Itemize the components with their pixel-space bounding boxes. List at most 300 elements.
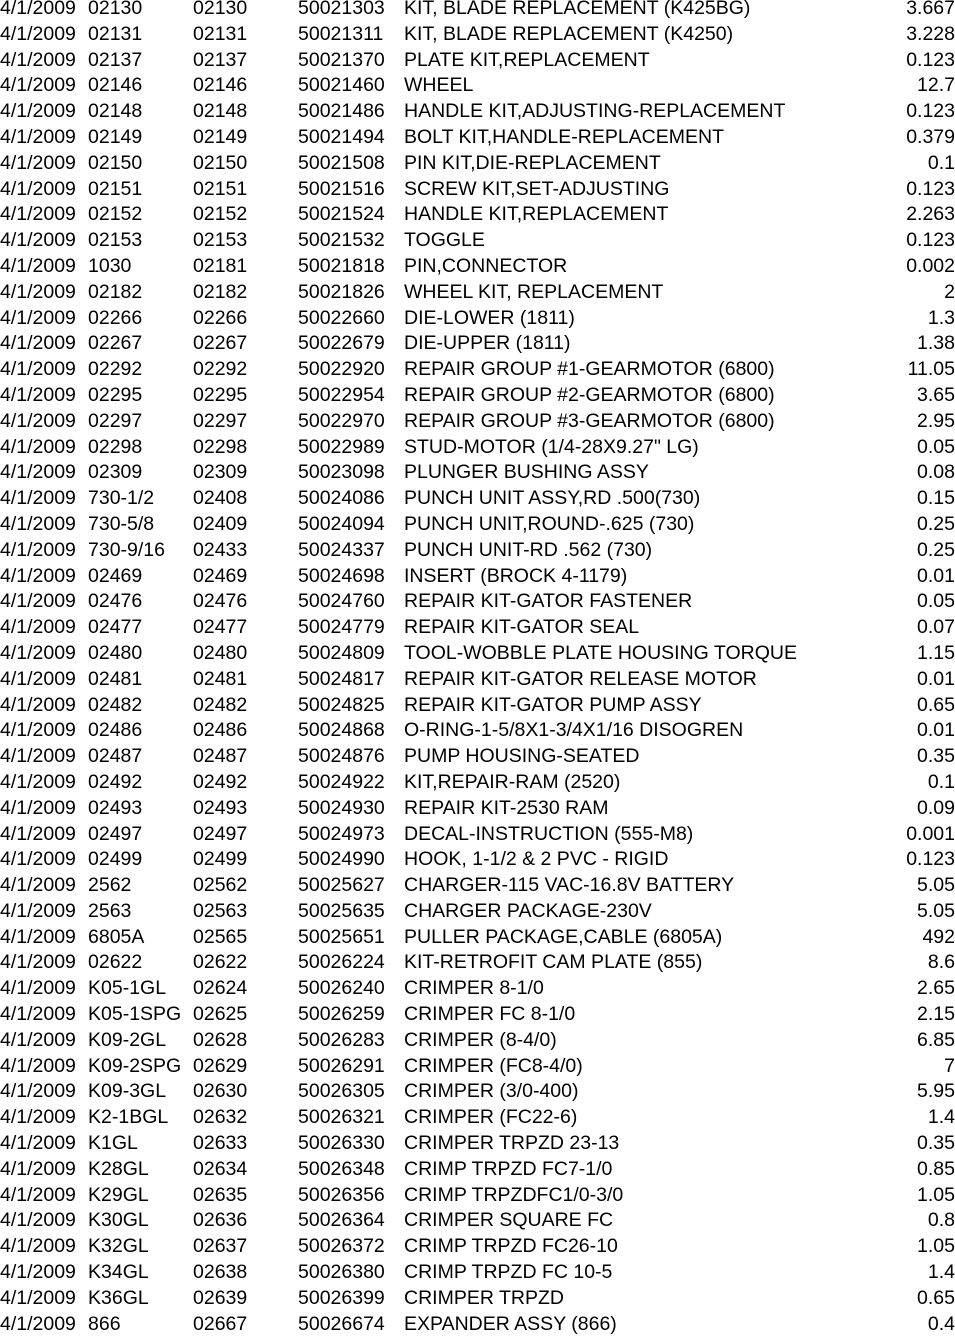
- row-date: 4/1/2009: [0, 229, 76, 252]
- row-item-number: 02137: [88, 48, 143, 71]
- row-item-number: 02497: [88, 822, 143, 845]
- row-part-number: 50026348: [298, 1157, 385, 1180]
- row-part-number: 50024760: [298, 590, 385, 613]
- row-item-number: 02622: [88, 951, 143, 974]
- row-description: CRIMP TRPZDFC1/0-3/0: [404, 1183, 624, 1206]
- row-description: REPAIR KIT-GATOR FASTENER: [404, 590, 693, 613]
- row-date: 4/1/2009: [0, 22, 76, 45]
- table-row: [0, 1312, 955, 1337]
- row-item-number: 02297: [88, 409, 143, 432]
- row-date: 4/1/2009: [0, 1132, 76, 1155]
- row-code: 02153: [193, 229, 248, 252]
- row-value: 7: [944, 1054, 955, 1077]
- row-code: 02408: [193, 487, 248, 510]
- row-item-number: 866: [88, 1312, 121, 1335]
- table-row: [0, 202, 955, 228]
- row-description: PUNCH UNIT-RD .562 (730): [404, 538, 653, 561]
- row-code: 02480: [193, 641, 248, 664]
- row-date: 4/1/2009: [0, 616, 76, 639]
- row-description: REPAIR GROUP #2-GEARMOTOR (6800): [404, 383, 775, 406]
- table-row: [0, 1105, 955, 1131]
- row-date: 4/1/2009: [0, 177, 76, 200]
- row-value: 5.05: [917, 874, 955, 897]
- row-item-number: 02492: [88, 770, 143, 793]
- row-item-number: 02149: [88, 125, 143, 148]
- row-part-number: 50026330: [298, 1132, 385, 1155]
- row-description: CRIMPER TRPZD 23-13: [404, 1132, 620, 1155]
- row-description: PLUNGER BUSHING ASSY: [404, 461, 649, 484]
- row-value: 2.15: [917, 1003, 955, 1026]
- row-date: 4/1/2009: [0, 874, 76, 897]
- row-item-number: 02469: [88, 564, 143, 587]
- row-part-number: 50024868: [298, 719, 385, 742]
- row-description: HANDLE KIT,ADJUSTING-REPLACEMENT: [404, 100, 786, 123]
- row-value: 1.05: [917, 1235, 955, 1258]
- row-date: 4/1/2009: [0, 1209, 76, 1232]
- row-part-number: 50021303: [298, 0, 385, 19]
- row-item-number: 02298: [88, 435, 143, 458]
- row-description: DIE-LOWER (1811): [404, 306, 575, 329]
- row-description: PUNCH UNIT ASSY,RD .500(730): [404, 487, 701, 510]
- row-code: 02309: [193, 461, 248, 484]
- row-item-number: 02151: [88, 177, 143, 200]
- table-row: [0, 177, 955, 203]
- row-description: TOGGLE: [404, 229, 485, 252]
- row-date: 4/1/2009: [0, 1003, 76, 1026]
- row-date: 4/1/2009: [0, 925, 76, 948]
- table-row: [0, 796, 955, 822]
- row-item-number: 02481: [88, 667, 143, 690]
- row-code: 02630: [193, 1080, 248, 1103]
- row-value: 0.65: [917, 1286, 955, 1309]
- table-row: [0, 22, 955, 48]
- row-description: CRIMPER (FC8-4/0): [404, 1054, 583, 1077]
- row-description: CRIMPER 8-1/0: [404, 977, 544, 1000]
- row-date: 4/1/2009: [0, 487, 76, 510]
- row-item-number: 02295: [88, 383, 143, 406]
- row-item-number: 02493: [88, 796, 143, 819]
- row-description: HOOK, 1-1/2 & 2 PVC - RIGID: [404, 848, 669, 871]
- row-part-number: 50021370: [298, 48, 385, 71]
- row-part-number: 50024809: [298, 641, 385, 664]
- row-part-number: 50025627: [298, 874, 385, 897]
- row-part-number: 50024876: [298, 745, 385, 768]
- row-date: 4/1/2009: [0, 254, 76, 277]
- row-description: O-RING-1-5/8X1-3/4X1/16 DISOGREN: [404, 719, 744, 742]
- row-part-number: 50023098: [298, 461, 385, 484]
- row-date: 4/1/2009: [0, 1261, 76, 1284]
- table-row: [0, 873, 955, 899]
- row-item-number: 02267: [88, 332, 143, 355]
- row-date: 4/1/2009: [0, 435, 76, 458]
- row-description: BOLT KIT,HANDLE-REPLACEMENT: [404, 125, 725, 148]
- row-code: 02635: [193, 1183, 248, 1206]
- row-item-number: 730-5/8: [88, 512, 155, 535]
- row-description: TOOL-WOBBLE PLATE HOUSING TORQUE: [404, 641, 797, 664]
- row-item-number: K05-1GL: [88, 977, 167, 1000]
- table-row: [0, 0, 955, 22]
- table-row: [0, 435, 955, 461]
- row-part-number: 50026364: [298, 1209, 385, 1232]
- row-value: 1.15: [917, 641, 955, 664]
- row-description: HANDLE KIT,REPLACEMENT: [404, 203, 669, 226]
- row-code: 02266: [193, 306, 248, 329]
- table-row: [0, 538, 955, 564]
- row-description: REPAIR GROUP #1-GEARMOTOR (6800): [404, 358, 775, 381]
- row-part-number: 50022920: [298, 358, 385, 381]
- row-code: 02297: [193, 409, 248, 432]
- row-date: 4/1/2009: [0, 74, 76, 97]
- row-date: 4/1/2009: [0, 203, 76, 226]
- row-code: 02625: [193, 1003, 248, 1026]
- row-item-number: 02266: [88, 306, 143, 329]
- row-item-number: 02153: [88, 229, 143, 252]
- row-code: 02632: [193, 1106, 248, 1129]
- table-row: [0, 641, 955, 667]
- row-description: CRIMPER SQUARE FC: [404, 1209, 614, 1232]
- row-item-number: 02146: [88, 74, 143, 97]
- row-date: 4/1/2009: [0, 1286, 76, 1309]
- row-part-number: 50021494: [298, 125, 385, 148]
- table-row: [0, 99, 955, 125]
- row-description: KIT, BLADE REPLACEMENT (K425BG): [404, 0, 751, 19]
- table-row: [0, 1208, 955, 1234]
- row-part-number: 50026674: [298, 1312, 385, 1335]
- table-row: [0, 460, 955, 486]
- table-row: [0, 1183, 955, 1209]
- row-code: 02563: [193, 899, 248, 922]
- row-part-number: 50021311: [298, 22, 384, 45]
- row-item-number: 02309: [88, 461, 143, 484]
- row-part-number: 50026240: [298, 977, 385, 1000]
- row-value: 0.05: [917, 590, 955, 613]
- row-part-number: 50026283: [298, 1028, 385, 1051]
- row-description: CRIMPER (8-4/0): [404, 1028, 557, 1051]
- row-date: 4/1/2009: [0, 461, 76, 484]
- row-date: 4/1/2009: [0, 641, 76, 664]
- row-value: 0.123: [906, 48, 955, 71]
- row-date: 4/1/2009: [0, 796, 76, 819]
- row-date: 4/1/2009: [0, 0, 76, 19]
- row-code: 02181: [193, 254, 248, 277]
- row-description: CRIMP TRPZD FC26-10: [404, 1235, 618, 1258]
- row-value: 3.228: [906, 22, 955, 45]
- row-description: CRIMP TRPZD FC7-1/0: [404, 1157, 613, 1180]
- row-value: 0.09: [917, 796, 955, 819]
- row-part-number: 50026321: [298, 1106, 385, 1129]
- row-description: CHARGER-115 VAC-16.8V BATTERY: [404, 874, 735, 897]
- row-value: 8.6: [927, 951, 955, 974]
- row-part-number: 50024973: [298, 822, 385, 845]
- row-description: REPAIR KIT-GATOR PUMP ASSY: [404, 693, 702, 716]
- row-item-number: 02292: [88, 358, 143, 381]
- row-value: 0.002: [906, 254, 955, 277]
- table-row: [0, 950, 955, 976]
- row-code: 02267: [193, 332, 248, 355]
- row-item-number: 02480: [88, 641, 143, 664]
- row-code: 02292: [193, 358, 248, 381]
- row-value: 1.3: [927, 306, 955, 329]
- row-item-number: 2562: [88, 874, 132, 897]
- row-date: 4/1/2009: [0, 280, 76, 303]
- row-code: 02633: [193, 1132, 248, 1155]
- row-part-number: 50026291: [298, 1054, 385, 1077]
- row-code: 02476: [193, 590, 248, 613]
- row-description: CRIMP TRPZD FC 10-5: [404, 1261, 613, 1284]
- table-row: [0, 409, 955, 435]
- table-row: [0, 1131, 955, 1157]
- table-row: [0, 976, 955, 1002]
- row-item-number: K36GL: [88, 1286, 149, 1309]
- row-value: 0.01: [917, 719, 955, 742]
- row-part-number: 50022970: [298, 409, 385, 432]
- row-part-number: 50024990: [298, 848, 385, 871]
- row-code: 02148: [193, 100, 248, 123]
- row-description: REPAIR GROUP #3-GEARMOTOR (6800): [404, 409, 775, 432]
- row-part-number: 50025635: [298, 899, 385, 922]
- row-item-number: 02487: [88, 745, 143, 768]
- row-description: DIE-UPPER (1811): [404, 332, 571, 355]
- row-date: 4/1/2009: [0, 100, 76, 123]
- row-value: 5.95: [917, 1080, 955, 1103]
- row-value: 0.4: [927, 1312, 955, 1335]
- row-part-number: 50021826: [298, 280, 385, 303]
- row-date: 4/1/2009: [0, 848, 76, 871]
- row-item-number: 1030: [88, 254, 132, 277]
- row-date: 4/1/2009: [0, 1235, 76, 1258]
- row-value: 492: [922, 925, 955, 948]
- row-part-number: 50026399: [298, 1286, 385, 1309]
- table-row: [0, 1260, 955, 1286]
- table-row: [0, 1286, 955, 1312]
- row-item-number: 730-1/2: [88, 487, 155, 510]
- row-value: 0.01: [917, 564, 955, 587]
- row-description: CRIMPER (FC22-6): [404, 1106, 578, 1129]
- row-value: 0.123: [906, 100, 955, 123]
- row-item-number: K1GL: [88, 1132, 138, 1155]
- row-date: 4/1/2009: [0, 1054, 76, 1077]
- row-code: 02637: [193, 1235, 248, 1258]
- row-date: 4/1/2009: [0, 770, 76, 793]
- row-description: PLATE KIT,REPLACEMENT: [404, 48, 650, 71]
- row-code: 02131: [193, 22, 248, 45]
- table-row: [0, 822, 955, 848]
- row-description: REPAIR KIT-GATOR SEAL: [404, 616, 640, 639]
- row-code: 02152: [193, 203, 248, 226]
- row-description: EXPANDER ASSY (866): [404, 1312, 617, 1335]
- row-value: 0.35: [917, 745, 955, 768]
- row-date: 4/1/2009: [0, 977, 76, 1000]
- row-code: 02492: [193, 770, 248, 793]
- table-row: [0, 383, 955, 409]
- row-item-number: 02152: [88, 203, 143, 226]
- row-description: PIN,CONNECTOR: [404, 254, 568, 277]
- row-code: 02636: [193, 1209, 248, 1232]
- row-part-number: 50026372: [298, 1235, 385, 1258]
- table-row: [0, 564, 955, 590]
- row-item-number: K30GL: [88, 1209, 149, 1232]
- row-part-number: 50024094: [298, 512, 385, 535]
- row-part-number: 50026305: [298, 1080, 385, 1103]
- row-code: 02482: [193, 693, 248, 716]
- row-item-number: K05-1SPG: [88, 1003, 182, 1026]
- row-part-number: 50024922: [298, 770, 385, 793]
- row-value: 1.38: [917, 332, 955, 355]
- row-code: 02409: [193, 512, 248, 535]
- row-part-number: 50025651: [298, 925, 385, 948]
- table-row: [0, 512, 955, 538]
- row-item-number: K09-3GL: [88, 1080, 167, 1103]
- row-description: CRIMPER FC 8-1/0: [404, 1003, 576, 1026]
- row-code: 02149: [193, 125, 248, 148]
- row-description: PUMP HOUSING-SEATED: [404, 745, 640, 768]
- row-date: 4/1/2009: [0, 564, 76, 587]
- row-description: DECAL-INSTRUCTION (555-M8): [404, 822, 694, 845]
- row-code: 02493: [193, 796, 248, 819]
- row-date: 4/1/2009: [0, 899, 76, 922]
- row-code: 02624: [193, 977, 248, 1000]
- row-part-number: 50024698: [298, 564, 385, 587]
- row-item-number: 02499: [88, 848, 143, 871]
- row-item-number: 02148: [88, 100, 143, 123]
- row-description: PULLER PACKAGE,CABLE (6805A): [404, 925, 723, 948]
- row-code: 02565: [193, 925, 248, 948]
- table-row: [0, 925, 955, 951]
- row-date: 4/1/2009: [0, 1028, 76, 1051]
- row-part-number: 50021460: [298, 74, 385, 97]
- row-date: 4/1/2009: [0, 409, 76, 432]
- row-code: 02146: [193, 74, 248, 97]
- row-code: 02151: [193, 177, 248, 200]
- row-code: 02499: [193, 848, 248, 871]
- row-value: 2.65: [917, 977, 955, 1000]
- row-value: 0.85: [917, 1157, 955, 1180]
- row-date: 4/1/2009: [0, 306, 76, 329]
- row-part-number: 50022989: [298, 435, 385, 458]
- row-value: 0.07: [917, 616, 955, 639]
- row-part-number: 50024825: [298, 693, 385, 716]
- row-part-number: 50021508: [298, 151, 385, 174]
- table-row: [0, 125, 955, 151]
- row-value: 0.8: [927, 1209, 955, 1232]
- row-item-number: K09-2GL: [88, 1028, 167, 1051]
- row-part-number: 50024817: [298, 667, 385, 690]
- row-code: 02298: [193, 435, 248, 458]
- row-code: 02629: [193, 1054, 248, 1077]
- row-code: 02486: [193, 719, 248, 742]
- row-item-number: 02476: [88, 590, 143, 613]
- row-description: STUD-MOTOR (1/4-28X9.27" LG): [404, 435, 699, 458]
- row-part-number: 50024337: [298, 538, 385, 561]
- row-date: 4/1/2009: [0, 667, 76, 690]
- row-item-number: 02150: [88, 151, 143, 174]
- table-row: [0, 151, 955, 177]
- row-value: 5.05: [917, 899, 955, 922]
- row-date: 4/1/2009: [0, 822, 76, 845]
- table-row: [0, 73, 955, 99]
- table-row: [0, 254, 955, 280]
- row-value: 0.25: [917, 538, 955, 561]
- table-row: [0, 1157, 955, 1183]
- table-row: [0, 306, 955, 332]
- row-date: 4/1/2009: [0, 693, 76, 716]
- row-part-number: 50022679: [298, 332, 385, 355]
- row-item-number: 02482: [88, 693, 143, 716]
- table-row: [0, 847, 955, 873]
- row-value: 0.123: [906, 848, 955, 871]
- row-value: 0.08: [917, 461, 955, 484]
- row-description: KIT-RETROFIT CAM PLATE (855): [404, 951, 703, 974]
- row-date: 4/1/2009: [0, 745, 76, 768]
- row-part-number: 50024086: [298, 487, 385, 510]
- row-date: 4/1/2009: [0, 1106, 76, 1129]
- row-value: 2: [944, 280, 955, 303]
- row-code: 02137: [193, 48, 248, 71]
- row-value: 6.85: [917, 1028, 955, 1051]
- row-part-number: 50021532: [298, 229, 385, 252]
- row-value: 3.667: [906, 0, 955, 19]
- row-code: 02295: [193, 383, 248, 406]
- table-row: [0, 1054, 955, 1080]
- row-date: 4/1/2009: [0, 719, 76, 742]
- row-code: 02150: [193, 151, 248, 174]
- row-value: 1.4: [927, 1261, 955, 1284]
- row-description: REPAIR KIT-GATOR RELEASE MOTOR: [404, 667, 757, 690]
- table-row: [0, 1079, 955, 1105]
- row-item-number: 730-9/16: [88, 538, 165, 561]
- table-row: [0, 48, 955, 74]
- row-date: 4/1/2009: [0, 383, 76, 406]
- row-date: 4/1/2009: [0, 358, 76, 381]
- row-code: 02622: [193, 951, 248, 974]
- row-description: KIT, BLADE REPLACEMENT (K4250): [404, 22, 734, 45]
- table-row: [0, 667, 955, 693]
- row-part-number: 50021524: [298, 203, 385, 226]
- table-row: [0, 486, 955, 512]
- row-value: 2.263: [906, 203, 955, 226]
- row-value: 0.001: [906, 822, 955, 845]
- row-code: 02487: [193, 745, 248, 768]
- row-code: 02130: [193, 0, 248, 19]
- table-row: [0, 228, 955, 254]
- row-part-number: 50021486: [298, 100, 385, 123]
- row-description: CHARGER PACKAGE-230V: [404, 899, 652, 922]
- row-code: 02634: [193, 1157, 248, 1180]
- row-part-number: 50022660: [298, 306, 385, 329]
- table-row: [0, 1234, 955, 1260]
- row-item-number: 2563: [88, 899, 132, 922]
- row-value: 0.123: [906, 229, 955, 252]
- row-code: 02667: [193, 1312, 248, 1335]
- row-value: 1.05: [917, 1183, 955, 1206]
- row-code: 02182: [193, 280, 248, 303]
- row-value: 0.15: [917, 487, 955, 510]
- row-description: PUNCH UNIT,ROUND-.625 (730): [404, 512, 695, 535]
- table-row: [0, 693, 955, 719]
- row-value: 2.95: [917, 409, 955, 432]
- table-row: [0, 589, 955, 615]
- row-description: WHEEL: [404, 74, 474, 97]
- row-date: 4/1/2009: [0, 538, 76, 561]
- table-row: [0, 718, 955, 744]
- row-part-number: 50021818: [298, 254, 385, 277]
- table-row: [0, 1028, 955, 1054]
- row-code: 02639: [193, 1286, 248, 1309]
- row-part-number: 50026380: [298, 1261, 385, 1284]
- row-value: 0.123: [906, 177, 955, 200]
- row-value: 0.379: [906, 125, 955, 148]
- row-item-number: K09-2SPG: [88, 1054, 182, 1077]
